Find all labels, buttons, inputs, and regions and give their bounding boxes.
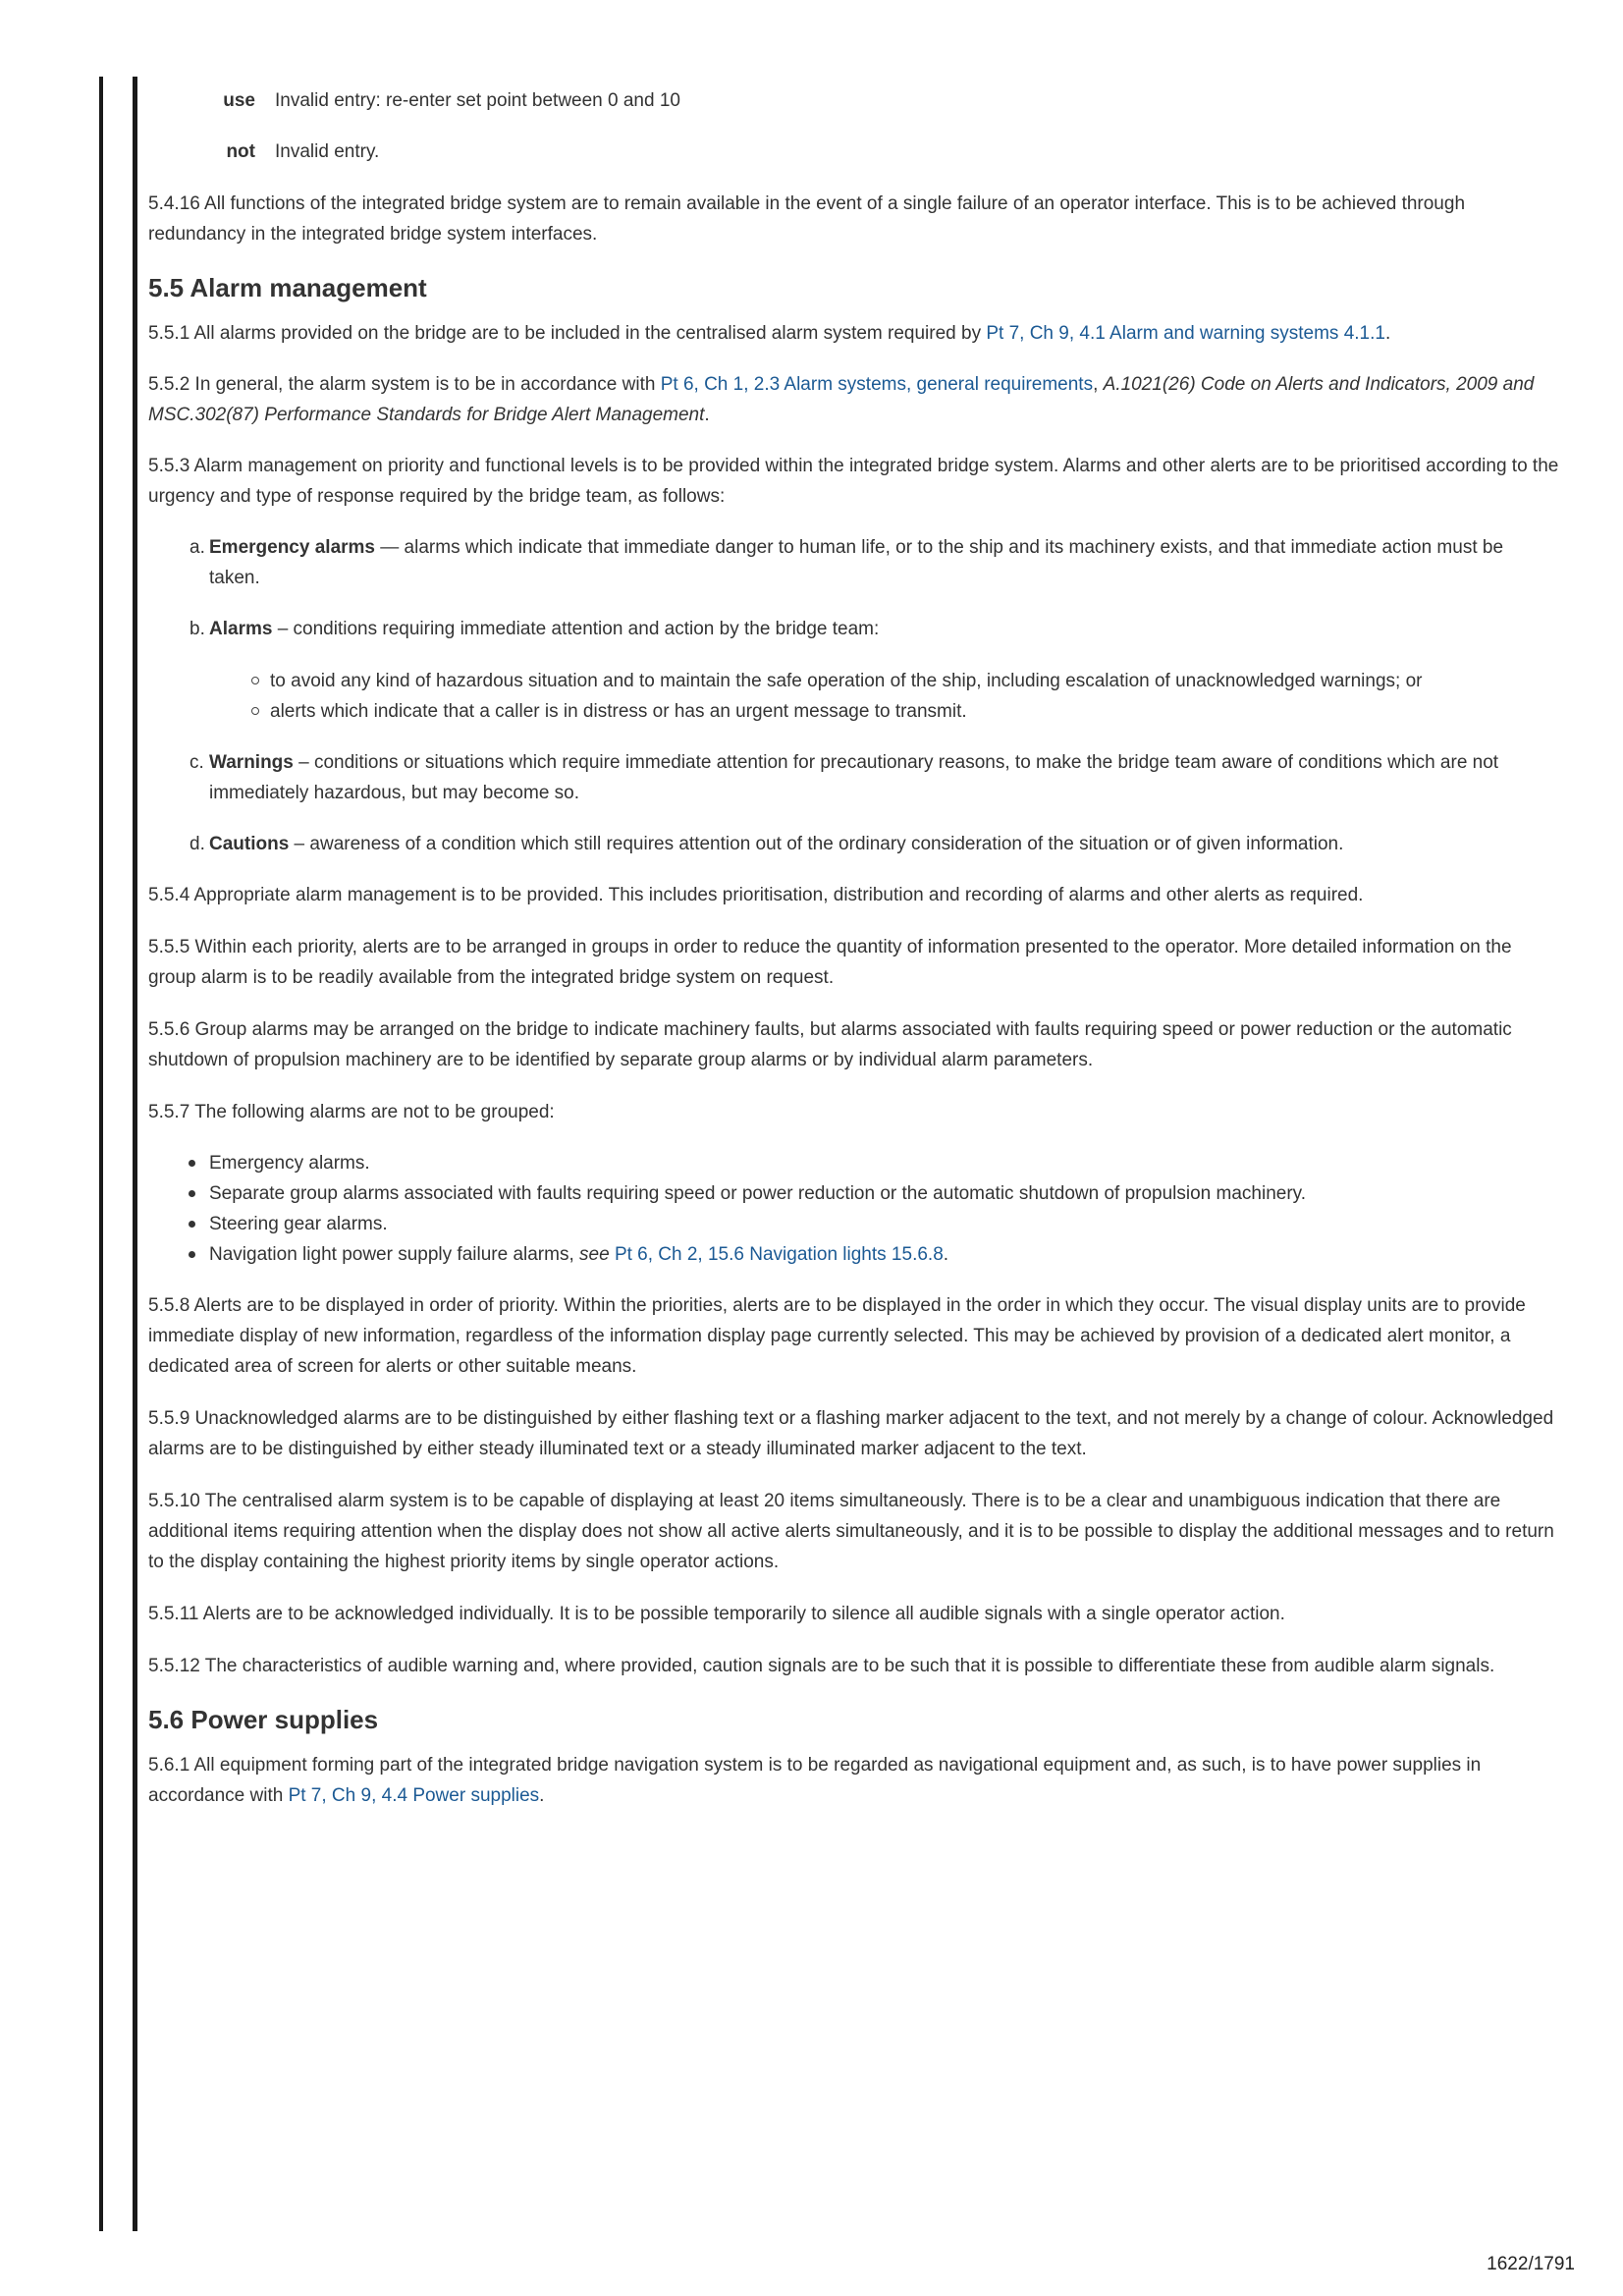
sub-list xyxy=(209,666,1559,727)
paragraph-5-5-7: 5.5.7 The following alarms are not to be grouped: xyxy=(148,1102,555,1122)
margin-bar-outer xyxy=(99,77,103,2231)
list-label: b. xyxy=(189,619,205,639)
punctuation: . xyxy=(539,1785,545,1806)
list-item xyxy=(189,532,1559,593)
link-pt6-ch1-2-3[interactable]: Pt 6, Ch 1, 2.3 Alarm systems, general requirements xyxy=(660,374,1094,395)
term: Cautions xyxy=(209,834,290,854)
punctuation: . xyxy=(1384,323,1391,344)
paragraph-5-5-11: 5.5.11 Alerts are to be acknowledged individually. It is to be possible temporarily to silence all audible signals with a single operator action. xyxy=(148,1604,1285,1624)
paragraph-text: 5.6.1 All equipment forming part of the integrated bridge navigation system is to be regarded as navigational equipment and, as such, is to have power supplies in accordance with xyxy=(148,1755,1482,1806)
punctuation: . xyxy=(704,405,710,425)
link-pt6-ch2-15-6[interactable]: Pt 6, Ch 2, 15.6 Navigation lights 15.6.8 xyxy=(614,1244,944,1265)
page-number: 1622/1791 xyxy=(1487,2254,1575,2274)
punctuation: . xyxy=(943,1244,949,1265)
paragraph-text: 5.5.1 All alarms provided on the bridge are to be included in the centralised alarm system required by xyxy=(148,323,987,344)
paragraph-5-5-6: 5.5.6 Group alarms may be arranged on the bridge to indicate machinery faults, but alarms associated with faults requiring speed or power reduction or the automatic shutdown of propulsion machinery are to be identified by separate group alarms or by individual alarm parameters. xyxy=(148,1019,1512,1070)
list-label: a. xyxy=(189,537,205,558)
link-pt7-ch9-4-1[interactable]: Pt 7, Ch 9, 4.1 Alarm and warning systems 4.1.1 xyxy=(986,323,1385,344)
list-item xyxy=(189,829,1559,859)
paragraph-5-5-9: 5.5.9 Unacknowledged alarms are to be distinguished by either flashing text or a flashing marker adjacent to the text, and not merely by a change of colour. Acknowledged alarms are to be distinguished by either steady illuminated text or a steady illuminated marker adjacent to the text. xyxy=(148,1408,1554,1459)
paragraph-5-5-1 xyxy=(148,318,1559,349)
code-text: Invalid entry: re-enter set point between 0 and 10 xyxy=(275,90,680,111)
sub-list-item: to avoid any kind of hazardous situation and to maintain the safe operation of the ship, including escalation of unacknowledged warnings; or xyxy=(270,666,1559,696)
section-heading-5-5: 5.5 Alarm management xyxy=(148,273,427,302)
paragraph-text: 5.5.2 In general, the alarm system is to be in accordance with xyxy=(148,374,661,395)
paragraph-5-5-5: 5.5.5 Within each priority, alerts are to be arranged in groups in order to reduce the quantity of information presented to the operator. More detailed information on the group alarm is to be readily available from the integrated bridge system on request. xyxy=(148,937,1512,988)
definition: – awareness of a condition which still requires attention out of the ordinary consideration of the situation or of given information. xyxy=(289,834,1344,854)
margin-bar-inner xyxy=(133,77,137,2231)
document-body xyxy=(148,85,1559,1811)
paragraph-5-6-1 xyxy=(148,1750,1559,1811)
term: Emergency alarms xyxy=(209,537,375,558)
italic-reference: A.1021(26) Code on Alerts and Indicators, 2009 and MSC.302(87) Performance Standards for Bridge Alert Management xyxy=(148,374,1535,425)
code-row-not xyxy=(204,137,1559,167)
section-heading-5-6: 5.6 Power supplies xyxy=(148,1705,379,1734)
separator: , xyxy=(1093,374,1104,395)
code-text: Invalid entry. xyxy=(275,141,380,162)
definition: – conditions requiring immediate attention and action by the bridge team: xyxy=(272,619,880,639)
sub-list-item: alerts which indicate that a caller is in distress or has an urgent message to transmit. xyxy=(270,696,1559,727)
paragraph-5-5-3: 5.5.3 Alarm management on priority and functional levels is to be provided within the integrated bridge system. Alarms and other alerts are to be prioritised according to the urgency and type of response required by the bridge team, as follows: xyxy=(148,456,1559,507)
item-text: Navigation light power supply failure alarms, xyxy=(209,1244,580,1265)
paragraph-5-5-12: 5.5.12 The characteristics of audible warning and, where provided, caution signals are to be such that it is possible to differentiate these from audible alarm signals. xyxy=(148,1656,1495,1676)
priority-list xyxy=(148,532,1559,859)
list-item: Emergency alarms. xyxy=(209,1148,1559,1178)
paragraph-5-5-8: 5.5.8 Alerts are to be displayed in order of priority. Within the priorities, alerts are to be displayed in the order in which they occur. The visual display units are to provide immediate display of new information, regardless of the information display page currently selected. This may be achieved by provision of a dedicated alert monitor, a dedicated area of screen for alerts or other suitable means. xyxy=(148,1295,1526,1377)
italic-see: see xyxy=(579,1244,610,1265)
list-item: Separate group alarms associated with faults requiring speed or power reduction or the automatic shutdown of propulsion machinery. xyxy=(209,1178,1559,1209)
paragraph-5-5-4: 5.5.4 Appropriate alarm management is to be provided. This includes prioritisation, distribution and recording of alarms and other alerts as required. xyxy=(148,885,1364,905)
list-label: c. xyxy=(189,752,204,773)
list-item: Steering gear alarms. xyxy=(209,1209,1559,1239)
code-key: use xyxy=(223,90,255,111)
list-item xyxy=(209,1239,1559,1270)
definition: – conditions or situations which require immediate attention for precautionary reasons, to make the bridge team aware of conditions which are not immediately hazardous, but may become so. xyxy=(209,752,1499,803)
code-row-use xyxy=(204,85,1559,116)
term: Alarms xyxy=(209,619,273,639)
list-item xyxy=(189,747,1559,808)
paragraph-5-5-10: 5.5.10 The centralised alarm system is to be capable of displaying at least 20 items simultaneously. There is to be a clear and unambiguous indication that there are additional items requiring attention when the display does not show all active alerts simultaneously, and it is to be possible to display the additional messages and to return to the display containing the highest priority items by single operator actions. xyxy=(148,1491,1554,1572)
link-pt7-ch9-4-4[interactable]: Pt 7, Ch 9, 4.4 Power supplies xyxy=(288,1785,540,1806)
paragraph-5-5-2 xyxy=(148,369,1559,430)
paragraph-5-4-16: 5.4.16 All functions of the integrated bridge system are to remain available in the event of a single failure of an operator interface. This is to be achieved through redundancy in the integrated bridge system interfaces. xyxy=(148,193,1466,245)
definition: — alarms which indicate that immediate danger to human life, or to the ship and its machinery exists, and that immediate action must be taken. xyxy=(209,537,1504,588)
code-key: not xyxy=(226,141,255,162)
list-item xyxy=(189,614,1559,727)
list-label: d. xyxy=(189,834,205,854)
term: Warnings xyxy=(209,752,294,773)
ungrouped-alarms-list xyxy=(148,1148,1559,1270)
